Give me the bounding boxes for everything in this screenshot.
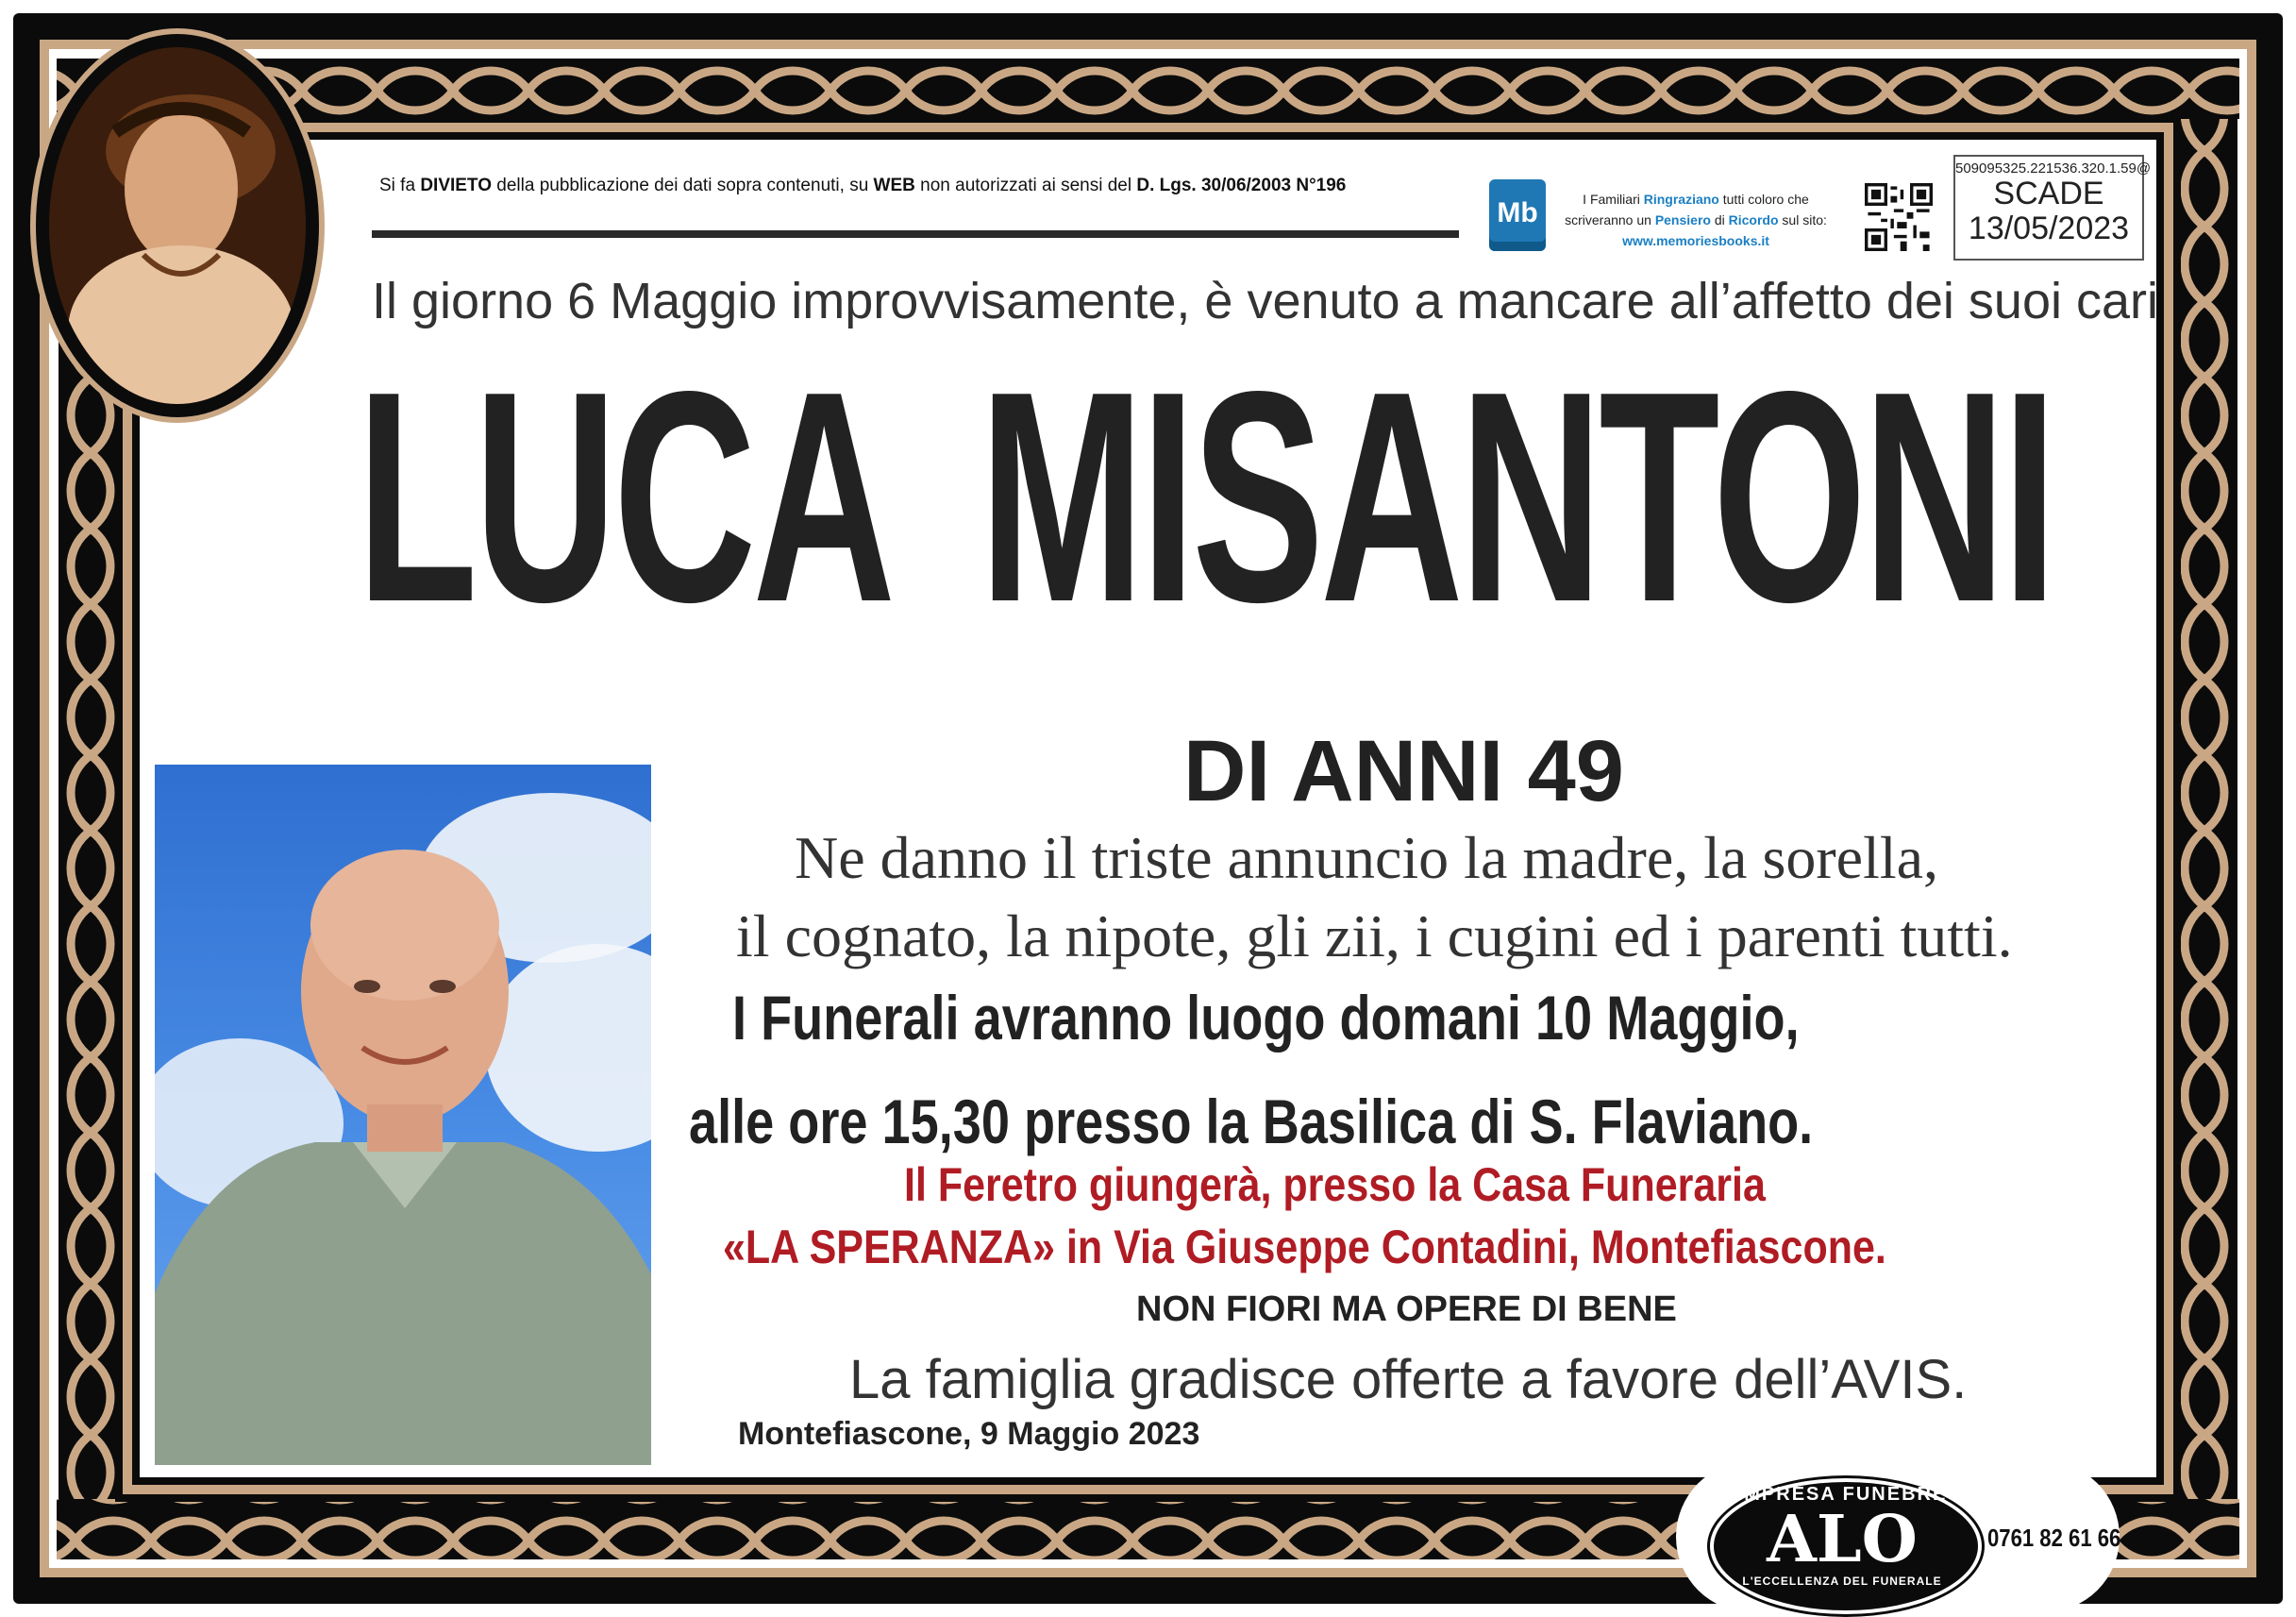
disclaimer-web: WEB [873, 176, 915, 195]
mourners-line-1: Ne danno il triste annuncio la madre, la sorella, [795, 824, 1939, 891]
funeral-home-phone[interactable]: 0761 82 61 66 [1987, 1524, 2121, 1552]
mb-line2-bold2: Ricordo [1728, 212, 1779, 227]
memoriesbooks-logo-icon[interactable]: Mb [1489, 179, 1546, 251]
deceased-portrait [155, 765, 651, 1465]
mb-line2-bold1: Pensiero [1654, 212, 1711, 227]
disclaimer-pre: Si fa [379, 176, 416, 195]
mourners-line-2: il cognato, la nipote, gli zii, i cugini ed i parenti tutti. [736, 902, 2013, 969]
expiry-label: SCADE [1993, 176, 2104, 211]
feretro-line-2: «LA SPERANZA» in Via Giuseppe Contadini, Montefiascone. [723, 1221, 1886, 1273]
religious-medallion [36, 34, 319, 417]
memoriesbooks-url[interactable]: www.memoriesbooks.it [1622, 233, 1769, 248]
donation-text: La famiglia gradisce offerte a favore dell’AVIS. [849, 1349, 1968, 1410]
christ-portrait-icon [49, 47, 306, 404]
mb-line1-post: tutti coloro che [1722, 192, 1809, 207]
funeral-home-name: ALO [1767, 1502, 1918, 1577]
mb-line2-mid: di [1714, 212, 1725, 227]
funeral-line-2: alle ore 15,30 presso la Basilica di S. Flaviano. [689, 1086, 1814, 1156]
deceased-age: DI ANNI 49 [1183, 723, 1624, 819]
header-divider [372, 230, 1459, 238]
qr-code-icon[interactable] [1865, 183, 1933, 251]
notice-code: 509095325.221536.320.1.59@ [1955, 160, 2152, 177]
disclaimer-mid: della pubblicazione dei dati sopra contenuti, su [496, 176, 869, 195]
expiry-date: 13/05/2023 [1968, 211, 2130, 246]
publication-disclaimer [379, 176, 1465, 196]
funeral-home-top: IMPRESA FUNEBRE [1736, 1484, 1948, 1505]
deceased-name: LUCA MISANTONI [357, 329, 2054, 665]
disclaimer-law: D. Lgs. [1136, 176, 1197, 195]
feretro-line-1: Il Feretro giungerà, presso la Casa Funeraria [904, 1158, 1766, 1211]
mb-line1-pre: I Familiari [1583, 192, 1640, 207]
funeral-home-tagline: L'ECCELLENZA DEL FUNERALE [1742, 1575, 1942, 1588]
disclaimer-divieto: DIVIETO [420, 176, 492, 195]
disclaimer-law-ref: 30/06/2003 N°196 [1200, 176, 1347, 195]
place-date: Montefiascone, 9 Maggio 2023 [738, 1416, 1200, 1452]
funeral-line-1: I Funerali avranno luogo domani 10 Maggio, [732, 983, 1800, 1053]
memoriesbooks-message [1559, 189, 1833, 251]
no-flowers-text: NON FIORI MA OPERE DI BENE [1136, 1289, 1677, 1329]
intro-text: Il giorno 6 Maggio improvvisamente, è venuto a mancare all’affetto dei suoi cari [372, 273, 2159, 329]
mb-line2-post: sul sito: [1782, 212, 1827, 227]
mb-line2-pre: scriveranno un [1565, 212, 1651, 227]
expiry-box [1953, 155, 2152, 261]
mb-line1-bold: Ringraziano [1643, 192, 1719, 207]
disclaimer-post: non autorizzati ai sensi del [920, 176, 1132, 195]
